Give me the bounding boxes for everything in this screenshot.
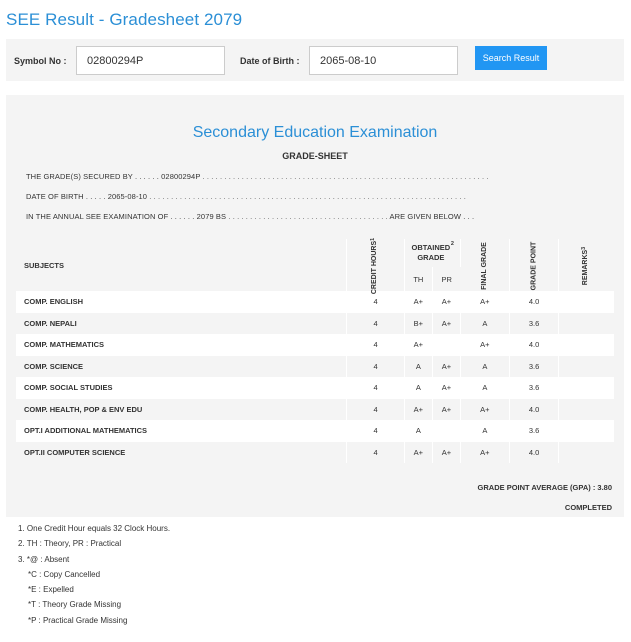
final-grade-cell: A <box>461 313 510 335</box>
subject-cell: OPT.II COMPUTER SCIENCE <box>16 442 347 464</box>
header-final-grade: FINAL GRADE <box>461 239 510 291</box>
dob-label: Date of Birth : <box>240 56 300 66</box>
gpa-value: GRADE POINT AVERAGE (GPA) : 3.80 <box>477 483 612 492</box>
header-grade-point: GRADE POINT <box>509 239 559 291</box>
search-result-button[interactable]: Search Result <box>475 46 547 70</box>
grade-point-cell: 4.0 <box>509 334 559 356</box>
remarks-cell <box>559 399 614 421</box>
grade-point-cell: 4.0 <box>509 399 559 421</box>
credit-hours-cell: 4 <box>347 399 404 421</box>
table-row <box>16 334 614 356</box>
header-credit-hours: CREDIT HOURS$^1$ <box>347 239 404 291</box>
remarks-cell <box>559 313 614 335</box>
theory-grade-cell: A <box>404 420 432 442</box>
notes-section <box>6 517 624 642</box>
practical-grade-cell: A+ <box>432 313 460 335</box>
subject-cell: COMP. MATHEMATICS <box>16 334 347 356</box>
header-pr: PR <box>432 267 460 291</box>
final-grade-cell: A+ <box>461 334 510 356</box>
grade-point-cell: 3.6 <box>509 313 559 335</box>
header-th: TH <box>404 267 432 291</box>
table-row <box>16 291 614 313</box>
table-row <box>16 420 614 442</box>
exam-year: 2079 BS <box>196 212 227 221</box>
credit-hours-cell: 4 <box>347 291 404 313</box>
remarks-cell <box>559 334 614 356</box>
exam-line <box>26 212 474 221</box>
practical-grade-cell <box>432 420 460 442</box>
credit-hours-cell: 4 <box>347 420 404 442</box>
final-grade-cell: A+ <box>461 399 510 421</box>
page-title: SEE Result - Gradesheet 2079 <box>6 10 243 29</box>
credit-hours-cell: 4 <box>347 356 404 378</box>
grade-point-cell: 4.0 <box>509 442 559 464</box>
table-row <box>16 442 614 464</box>
header-remarks: REMARKS$^3$ <box>559 239 614 291</box>
practical-grade-cell: A+ <box>432 291 460 313</box>
final-grade-cell: A <box>461 420 510 442</box>
exam-dots: . . . . . . . . . . . . . . . . . . . . . . . . . . . . . . . . . . . . . <box>228 212 388 221</box>
remarks-cell <box>559 377 614 399</box>
subject-cell: COMP. SOCIAL STUDIES <box>16 377 347 399</box>
dob-value: 2065-08-10 <box>107 192 148 201</box>
final-grade-cell: A <box>461 356 510 378</box>
secured-by-symbol: 02800294P <box>161 172 201 181</box>
result-status: COMPLETED <box>564 503 612 512</box>
credit-hours-cell: 4 <box>347 442 404 464</box>
subject-cell: COMP. NEPALI <box>16 313 347 335</box>
note-expelled: *E : Expelled <box>28 585 74 594</box>
subject-cell: COMP. SCIENCE <box>16 356 347 378</box>
exam-title: Secondary Education Examination <box>192 124 438 141</box>
table-row <box>16 356 614 378</box>
practical-grade-cell: A+ <box>432 377 460 399</box>
exam-prefix: IN THE ANNUAL SEE EXAMINATION OF . . . . . . <box>26 212 195 221</box>
theory-grade-cell: A <box>404 356 432 378</box>
note-theory-missing: *T : Theory Grade Missing <box>28 600 122 609</box>
exam-suffix: ARE GIVEN BELOW . . . <box>389 212 475 221</box>
gradesheet-subtitle: GRADE-SHEET <box>282 151 348 161</box>
grades-table <box>16 239 614 463</box>
note-2: 2. TH : Theory, PR : Practical <box>18 539 122 548</box>
subject-cell: COMP. HEALTH, POP & ENV EDU <box>16 399 347 421</box>
credit-hours-cell: 4 <box>347 334 404 356</box>
practical-grade-cell: A+ <box>432 356 460 378</box>
table-row <box>16 313 614 335</box>
final-grade-cell: A+ <box>461 442 510 464</box>
final-grade-cell: A+ <box>461 291 510 313</box>
dob-line <box>26 192 466 201</box>
note-copy-cancelled: *C : Copy Cancelled <box>28 570 101 579</box>
gradesheet <box>6 95 624 642</box>
header-subjects: SUBJECTS <box>16 239 347 291</box>
grade-point-cell: 4.0 <box>509 291 559 313</box>
remarks-cell <box>559 420 614 442</box>
note-3: 3. *@ : Absent <box>18 555 70 564</box>
secured-by-dots: . . . . . . . . . . . . . . . . . . . . . . . . . . . . . . . . . . . . . . . . . . . . . . . . . . . . . . . . . . . . . . . . . . <box>202 172 489 181</box>
credit-hours-cell: 4 <box>347 377 404 399</box>
dob-input[interactable] <box>309 46 458 75</box>
note-1: 1. One Credit Hour equals 32 Clock Hours. <box>18 524 171 533</box>
theory-grade-cell: A+ <box>404 334 432 356</box>
dob-prefix: DATE OF BIRTH . . . . . <box>26 192 106 201</box>
grade-point-cell: 3.6 <box>509 377 559 399</box>
grade-point-cell: 3.6 <box>509 420 559 442</box>
remarks-cell <box>559 291 614 313</box>
note-practical-missing: *P : Practical Grade Missing <box>28 616 128 625</box>
grade-point-cell: 3.6 <box>509 356 559 378</box>
subject-cell: OPT.I ADDITIONAL MATHEMATICS <box>16 420 347 442</box>
header-obtained-grade: OBTAINED GRADE$^2$ <box>404 239 460 267</box>
remarks-cell <box>559 442 614 464</box>
symbol-input[interactable] <box>76 46 225 75</box>
table-row <box>16 377 614 399</box>
practical-grade-cell <box>432 334 460 356</box>
search-bar <box>6 39 624 81</box>
secured-by-prefix: THE GRADE(S) SECURED BY . . . . . . <box>26 172 159 181</box>
theory-grade-cell: B+ <box>404 313 432 335</box>
final-grade-cell: A <box>461 377 510 399</box>
theory-grade-cell: A+ <box>404 442 432 464</box>
practical-grade-cell: A+ <box>432 442 460 464</box>
practical-grade-cell: A+ <box>432 399 460 421</box>
credit-hours-cell: 4 <box>347 313 404 335</box>
secured-by-line <box>26 172 489 181</box>
subject-cell: COMP. ENGLISH <box>16 291 347 313</box>
remarks-cell <box>559 356 614 378</box>
theory-grade-cell: A+ <box>404 291 432 313</box>
theory-grade-cell: A+ <box>404 399 432 421</box>
dob-dots: . . . . . . . . . . . . . . . . . . . . . . . . . . . . . . . . . . . . . . . . . . . . . . . . . . . . . . . . . . . . . . . . . . . . . . . . . <box>149 192 466 201</box>
theory-grade-cell: A <box>404 377 432 399</box>
table-row <box>16 399 614 421</box>
symbol-label: Symbol No : <box>14 56 67 66</box>
